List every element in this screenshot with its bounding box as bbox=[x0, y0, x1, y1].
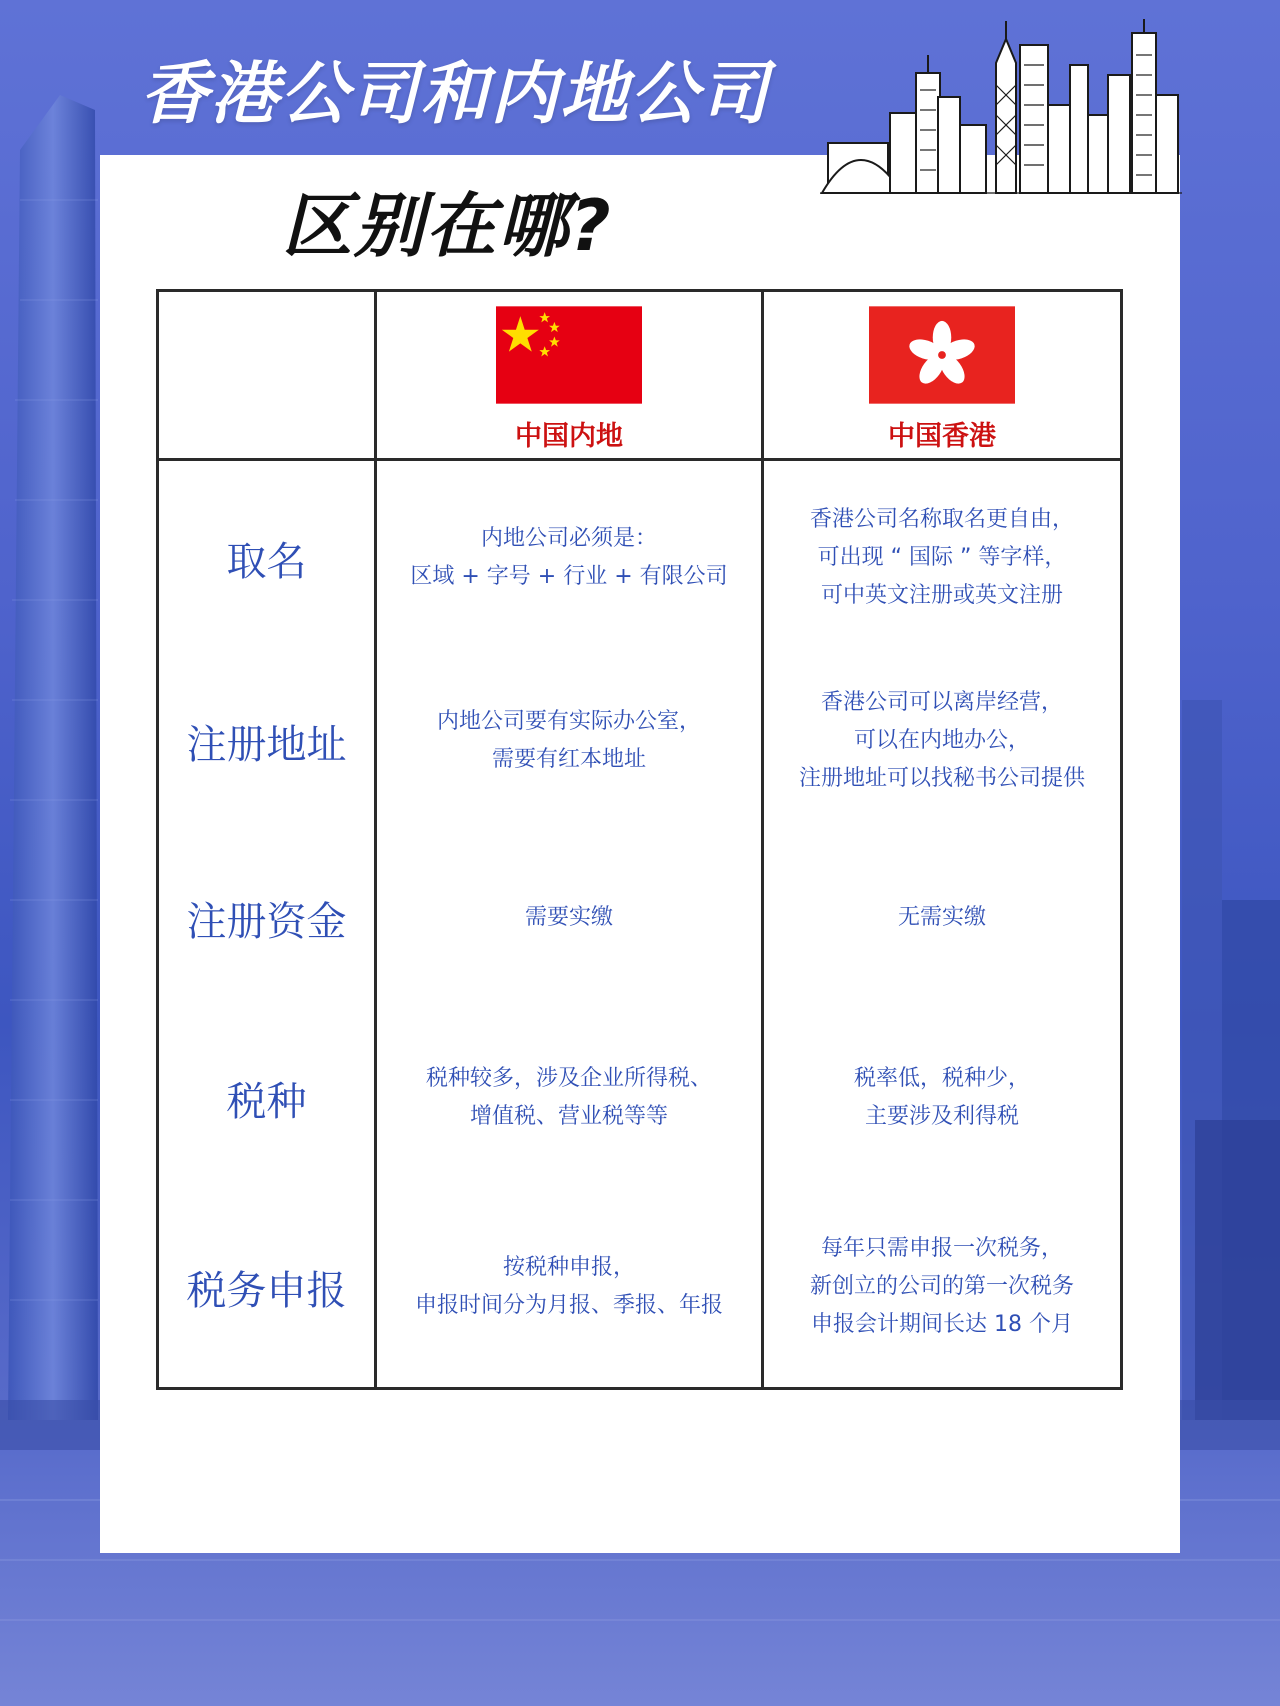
hongkong-cell bbox=[763, 460, 1122, 656]
hong-kong-flag-icon bbox=[869, 306, 1015, 404]
china-flag-icon bbox=[496, 306, 642, 404]
cell-line: 需要有红本地址 bbox=[491, 747, 646, 772]
row-label: 取名 bbox=[158, 460, 376, 656]
skyline-illustration-icon bbox=[820, 15, 1182, 200]
mainland-cell bbox=[376, 460, 763, 656]
mainland-cell bbox=[376, 1187, 763, 1389]
row-label: 注册资金 bbox=[158, 827, 376, 1009]
cell-line: 新创立的公司的第一次税务 bbox=[809, 1274, 1074, 1299]
header-mainland-cell bbox=[376, 291, 763, 460]
table-header-row bbox=[158, 291, 1122, 460]
table-row-tax-types bbox=[158, 1009, 1122, 1187]
cell-line: 香港公司名称取名更自由， bbox=[809, 507, 1074, 532]
table-row-registered-address bbox=[158, 655, 1122, 827]
header-empty-cell bbox=[158, 291, 376, 460]
mainland-cell bbox=[376, 655, 763, 827]
header-hongkong-cell bbox=[763, 291, 1122, 460]
cell-line: 需要实缴 bbox=[524, 905, 613, 930]
cell-line: 可以在内地办公， bbox=[853, 728, 1030, 753]
cell-line: 税率低，税种少， bbox=[853, 1066, 1030, 1091]
comparison-table bbox=[156, 289, 1123, 1390]
cell-line: 可出现 “ 国际 ” 等字样， bbox=[817, 545, 1067, 570]
cell-line: 无需实缴 bbox=[897, 905, 986, 930]
cell-line: 增值税、营业税等等 bbox=[469, 1104, 668, 1129]
cell-line: 内地公司必须是： bbox=[480, 526, 657, 551]
hongkong-column-label: 中国香港 bbox=[888, 420, 996, 452]
cell-line: 税种较多，涉及企业所得税、 bbox=[425, 1066, 712, 1091]
table-row-registered-capital bbox=[158, 827, 1122, 1009]
table-row-tax-filing bbox=[158, 1187, 1122, 1389]
cell-line: 内地公司要有实际办公室， bbox=[436, 709, 701, 734]
cell-line: 申报时间分为月报、季报、年报 bbox=[414, 1293, 723, 1318]
cell-line: 主要涉及利得税 bbox=[864, 1104, 1019, 1129]
row-label: 注册地址 bbox=[158, 655, 376, 827]
cell-line: 注册地址可以找秘书公司提供 bbox=[798, 766, 1085, 791]
mainland-cell bbox=[376, 827, 763, 1009]
cell-line: 香港公司可以离岸经营， bbox=[820, 690, 1063, 715]
hongkong-cell bbox=[763, 1009, 1122, 1187]
row-label: 税种 bbox=[158, 1009, 376, 1187]
table-row-naming bbox=[158, 460, 1122, 656]
hongkong-cell bbox=[763, 1187, 1122, 1389]
mainland-cell bbox=[376, 1009, 763, 1187]
hongkong-cell bbox=[763, 655, 1122, 827]
title-line-1: 香港公司和内地公司 bbox=[140, 55, 771, 134]
mainland-column-label: 中国内地 bbox=[515, 420, 623, 452]
cell-line: 区域 + 字号 + 行业 + 有限公司 bbox=[410, 564, 728, 589]
row-label: 税务申报 bbox=[158, 1187, 376, 1389]
cell-line: 申报会计期间长达 18 个月 bbox=[811, 1312, 1073, 1337]
cell-line: 每年只需申报一次税务， bbox=[820, 1236, 1063, 1261]
title-line-2: 区别在哪? bbox=[282, 185, 613, 267]
cell-line: 可中英文注册或英文注册 bbox=[820, 583, 1063, 608]
hongkong-cell bbox=[763, 827, 1122, 1009]
cell-line: 按税种申报， bbox=[502, 1255, 635, 1280]
